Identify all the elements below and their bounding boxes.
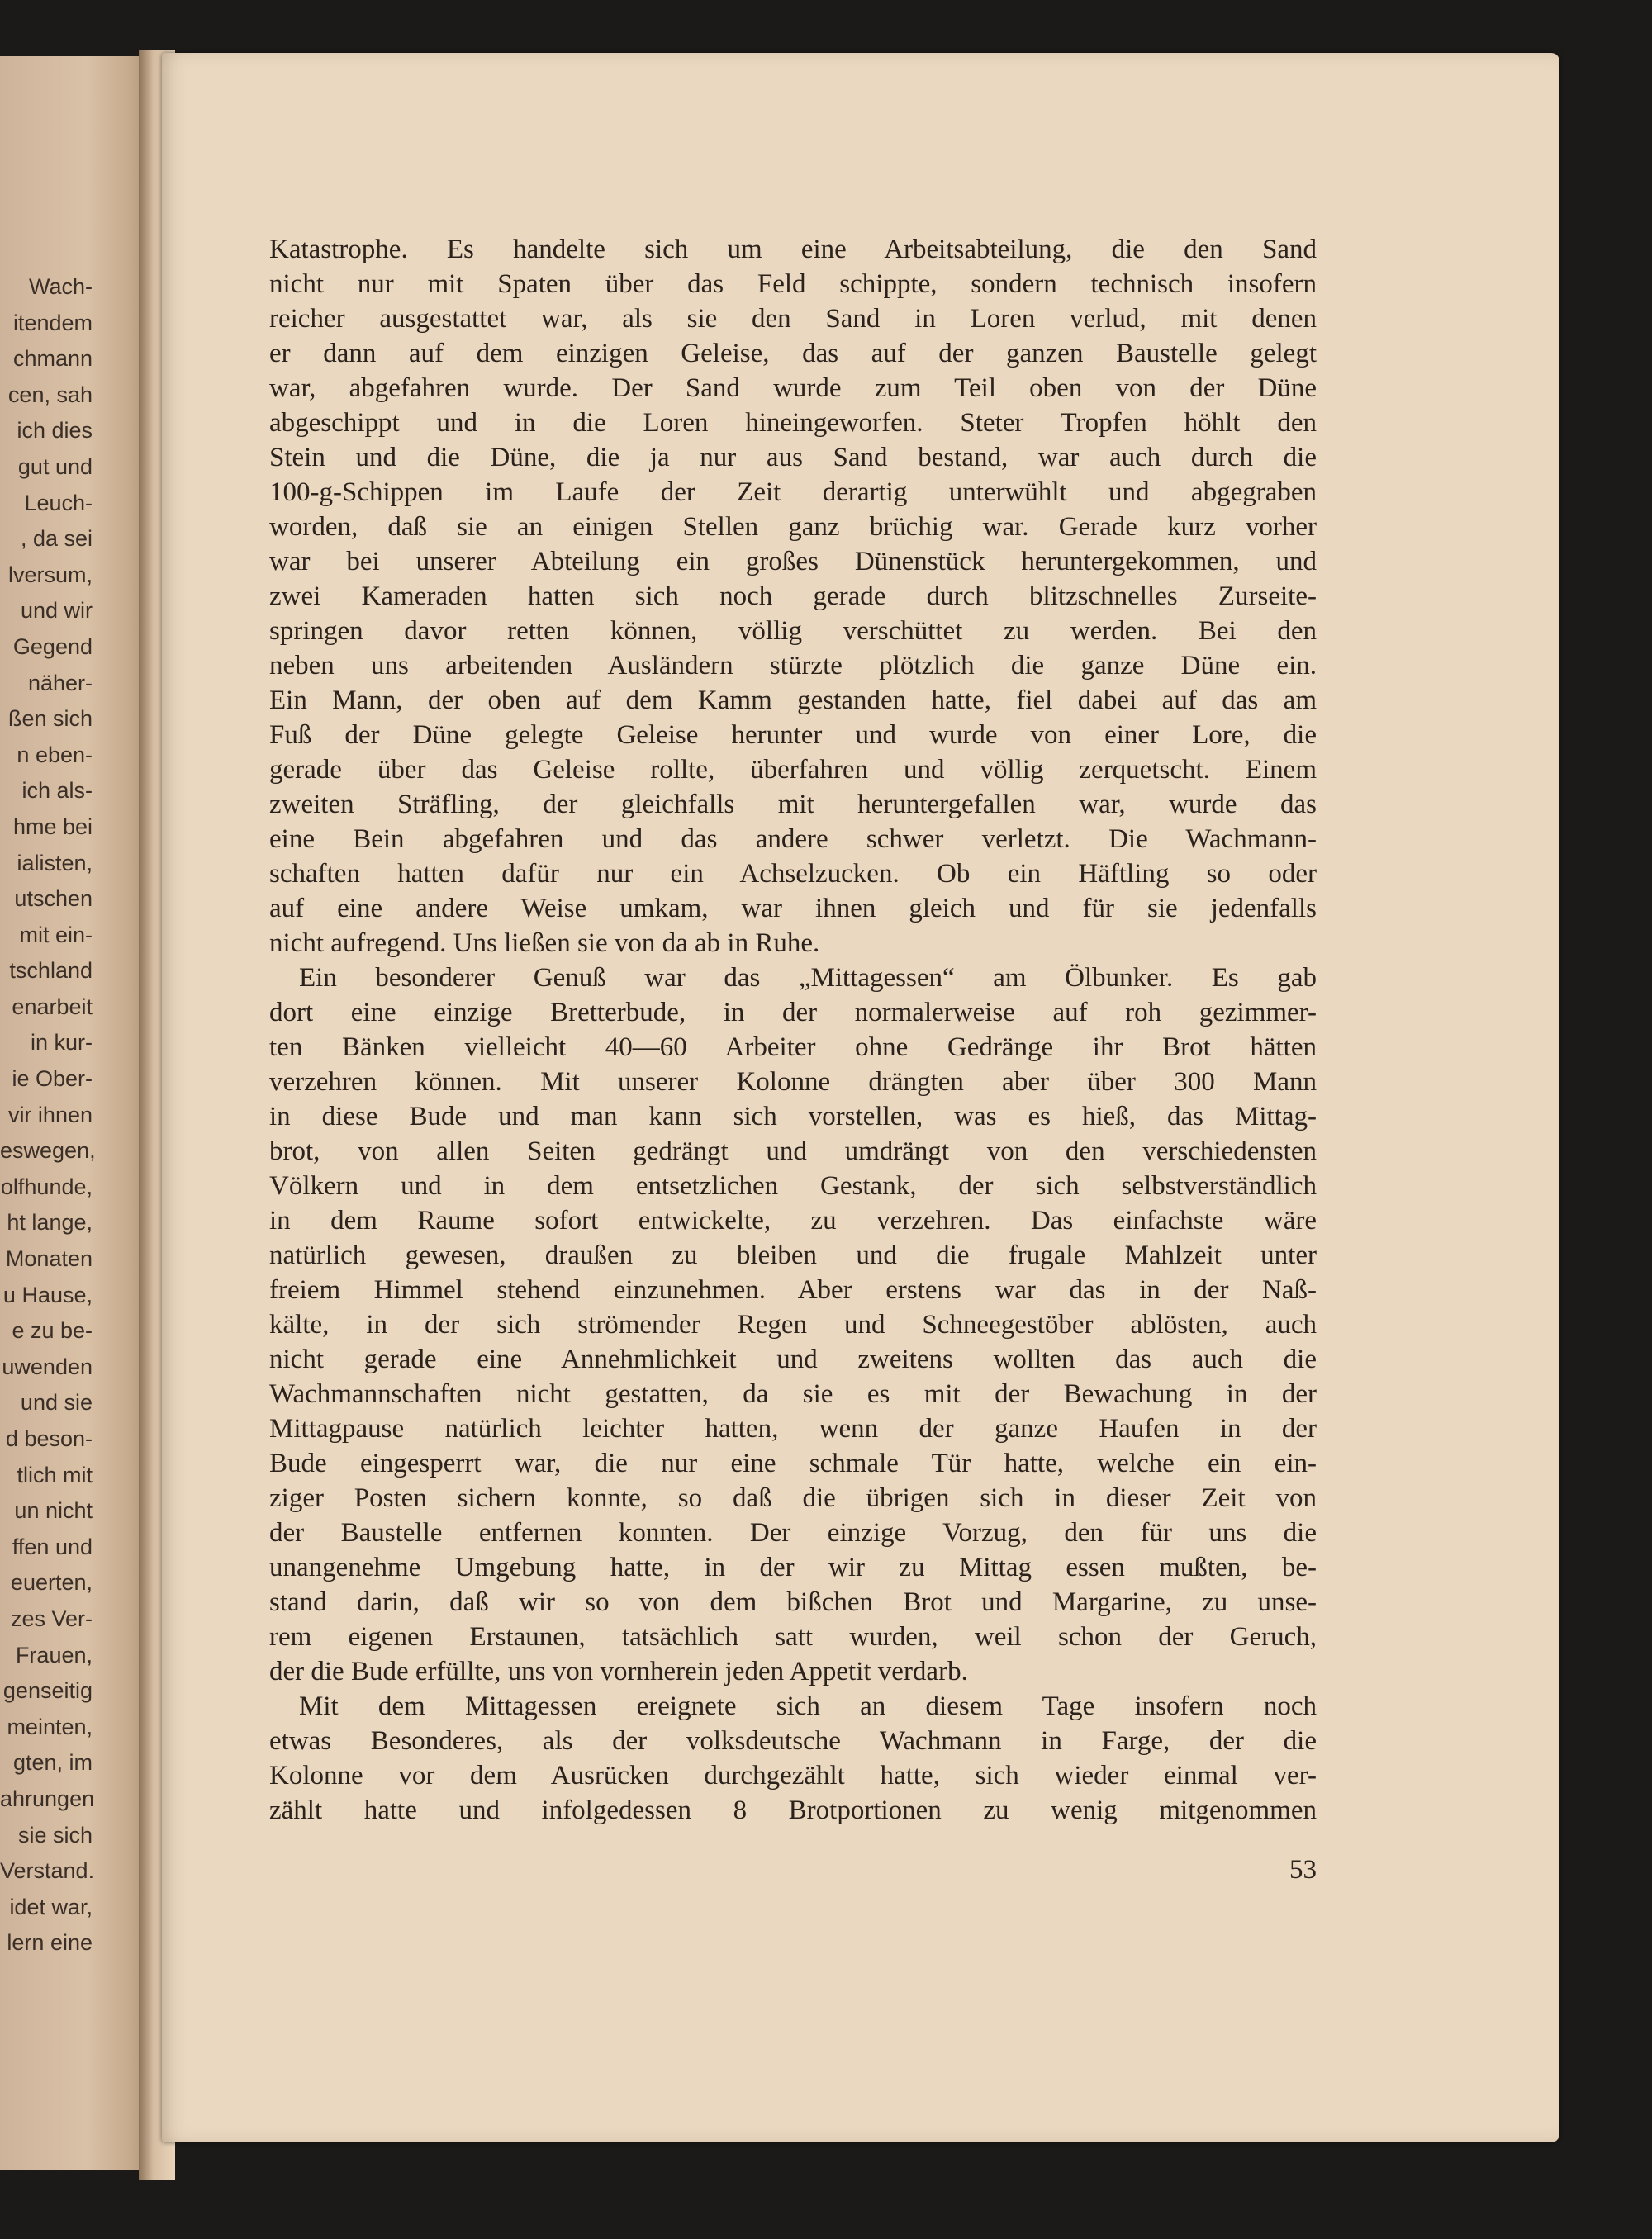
left-fragment: Wach- xyxy=(28,274,93,299)
text-line: auf eine andere Weise umkam, war ihnen gleich und für sie jedenfalls xyxy=(269,894,1317,923)
text-line: war bei unserer Abteilung ein großes Dünenstück heruntergekommen, und xyxy=(269,547,1317,576)
paragraph xyxy=(269,961,1317,1689)
left-fragment: eswegen, xyxy=(0,1138,96,1164)
text-line: Ein besonderer Genuß war das „Mittagessen“ am Ölbunker. Es gab xyxy=(299,963,1317,993)
paragraph xyxy=(269,1689,1317,1828)
text-line: nicht nur mit Spaten über das Feld schippte, sondern technisch insofern xyxy=(269,269,1317,299)
text-line: kälte, in der sich strömender Regen und Schneegestöber ablösten, auch xyxy=(269,1310,1317,1340)
text-line: dort eine einzige Bretterbude, in der normalerweise auf roh gezimmer- xyxy=(269,998,1317,1027)
text-line: nicht gerade eine Annehmlichkeit und zweitens wollten das auch die xyxy=(269,1345,1317,1374)
left-fragment: vir ihnen xyxy=(7,1102,93,1127)
left-fragment: olfhunde, xyxy=(0,1174,93,1199)
text-line: Stein und die Düne, die ja nur aus Sand bestand, war auch durch die xyxy=(269,443,1317,472)
text-line: etwas Besonderes, als der volksdeutsche Wachmann in Farge, der die xyxy=(269,1726,1317,1756)
text-line: unangenehme Umgebung hatte, in der wir zu Mittag essen mußten, be- xyxy=(269,1553,1317,1582)
left-fragment: ie Ober- xyxy=(12,1066,93,1092)
text-line: Wachmannschaften nicht gestatten, da sie es mit der Bewachung in der xyxy=(269,1379,1317,1409)
left-fragment: u Hause, xyxy=(2,1282,93,1307)
text-line: Mittagpause natürlich leichter hatten, wenn der ganze Haufen in der xyxy=(269,1414,1317,1444)
text-line: Völkern und in dem entsetzlichen Gestank, der sich selbstverständlich xyxy=(269,1171,1317,1201)
left-fragment: Frauen, xyxy=(15,1642,93,1667)
left-fragment: meinten, xyxy=(7,1714,93,1739)
left-fragment: ich als- xyxy=(21,778,93,804)
text-line: eine Bein abgefahren und das andere schwer verletzt. Die Wachmann- xyxy=(269,824,1317,854)
text-line: Bude eingesperrt war, die nur eine schmale Tür hatte, welche ein ein- xyxy=(269,1449,1317,1478)
left-fragment: enarbeit xyxy=(12,994,93,1019)
left-fragment: in kur- xyxy=(30,1030,93,1055)
left-fragment: n eben- xyxy=(17,742,93,767)
body-text xyxy=(269,232,1317,1828)
text-line: freiem Himmel stehend einzunehmen. Aber erstens war das in der Naß- xyxy=(269,1275,1317,1305)
left-fragment: un nicht xyxy=(14,1498,93,1524)
text-line: reicher ausgestattet war, als sie den Sand in Loren verlud, mit denen xyxy=(269,304,1317,334)
text-line: gerade über das Geleise rollte, überfahren und völlig zerquetscht. Einem xyxy=(269,755,1317,785)
text-line: zweiten Sträfling, der gleichfalls mit heruntergefallen war, wurde das xyxy=(269,790,1317,819)
left-fragment: itendem xyxy=(12,310,93,335)
left-fragment: gten, im xyxy=(12,1750,93,1776)
left-fragment: uwenden xyxy=(2,1354,93,1379)
text-line: in diese Bude und man kann sich vorstellen, was es hieß, das Mittag- xyxy=(269,1102,1317,1131)
left-fragment: ßen sich xyxy=(7,706,93,732)
text-line: ziger Posten sichern konnte, so daß die übrigen sich in dieser Zeit von xyxy=(269,1483,1317,1513)
left-fragment: lern eine xyxy=(7,1930,93,1956)
text-line: er dann auf dem einzigen Geleise, das auf der ganzen Baustelle gelegt xyxy=(269,339,1317,368)
left-fragment: sie sich xyxy=(17,1822,93,1848)
text-line: zählt hatte und infolgedessen 8 Brotportionen zu wenig mitgenommen xyxy=(269,1795,1317,1825)
left-page xyxy=(0,56,157,2170)
page-number: 53 xyxy=(1289,1855,1317,1885)
text-line: in dem Raume sofort entwickelte, zu verzehren. Das einfachste wäre xyxy=(269,1206,1317,1236)
left-fragment: Leuch- xyxy=(24,490,93,515)
text-line: rem eigenen Erstaunen, tatsächlich satt wurden, weil schon der Geruch, xyxy=(269,1622,1317,1652)
text-line: 100-g-Schippen im Laufe der Zeit derartig unterwühlt und abgegraben xyxy=(269,477,1317,507)
left-fragment: Monaten xyxy=(5,1246,93,1272)
left-fragment: näher- xyxy=(27,670,93,695)
left-fragment: hme bei xyxy=(12,814,93,839)
left-fragment: gut und xyxy=(17,453,93,479)
text-line: stand darin, daß wir so von dem bißchen Brot und Margarine, zu unse- xyxy=(269,1587,1317,1617)
text-line: Kolonne vor dem Ausrücken durchgezählt hatte, sich wieder einmal ver- xyxy=(269,1761,1317,1791)
text-line: Fuß der Düne gelegte Geleise herunter und wurde von einer Lore, die xyxy=(269,720,1317,750)
left-fragment: ffen und xyxy=(12,1534,93,1559)
left-fragment: und wir xyxy=(20,598,93,624)
text-line: ten Bänken vielleicht 40—60 Arbeiter ohne Gedränge ihr Brot hätten xyxy=(269,1032,1317,1062)
text-line: Katastrophe. Es handelte sich um eine Arbeitsabteilung, die den Sand xyxy=(269,235,1317,264)
text-line: Mit dem Mittagessen ereignete sich an diesem Tage insofern noch xyxy=(299,1691,1317,1721)
left-fragment: ialisten, xyxy=(17,850,93,875)
left-fragment: ahrungen xyxy=(0,1786,95,1811)
text-line: nicht aufregend. Uns ließen sie von da ab in Ruhe. xyxy=(269,928,820,958)
left-fragment: ht lange, xyxy=(7,1210,93,1236)
paragraph xyxy=(269,232,1317,961)
text-line: abgeschippt und in die Loren hineingeworfen. Steter Tropfen höhlt den xyxy=(269,408,1317,438)
left-fragment: zes Ver- xyxy=(10,1606,93,1631)
text-line: springen davor retten können, völlig verschüttet zu werden. Bei den xyxy=(269,616,1317,646)
text-line: natürlich gewesen, draußen zu bleiben und die frugale Mahlzeit unter xyxy=(269,1240,1317,1270)
text-line: neben uns arbeitenden Ausländern stürzte plötzlich die ganze Düne ein. xyxy=(269,651,1317,681)
text-line: brot, von allen Seiten gedrängt und umdrängt von den verschiedensten xyxy=(269,1136,1317,1166)
left-fragment: und sie xyxy=(20,1390,93,1416)
left-fragment: chmann xyxy=(12,346,93,372)
left-fragment: lversum, xyxy=(7,562,93,587)
left-fragment: tschland xyxy=(9,958,93,984)
text-line: schaften hatten dafür nur ein Achselzucken. Ob ein Häftling so oder xyxy=(269,859,1317,889)
left-fragment: , da sei xyxy=(20,526,93,552)
left-fragment: ich dies xyxy=(17,418,93,444)
left-fragment: idet war, xyxy=(9,1894,93,1919)
left-fragment: cen, sah xyxy=(7,382,93,407)
left-fragment: euerten, xyxy=(10,1570,93,1596)
left-fragment: Verstand. xyxy=(0,1858,95,1884)
text-line: der die Bude erfüllte, uns von vornherein jeden Appetit verdarb. xyxy=(269,1657,968,1686)
left-fragment: e zu be- xyxy=(12,1318,93,1344)
text-line: war, abgefahren wurde. Der Sand wurde zum Teil oben von der Düne xyxy=(269,373,1317,403)
text-line: zwei Kameraden hatten sich noch gerade durch blitzschnelles Zurseite- xyxy=(269,581,1317,611)
text-line: Ein Mann, der oben auf dem Kamm gestanden hatte, fiel dabei auf das am xyxy=(269,685,1317,715)
text-line: der Baustelle entfernen konnten. Der einzige Vorzug, den für uns die xyxy=(269,1518,1317,1548)
left-fragment: genseitig xyxy=(2,1678,93,1704)
left-fragment: d beson- xyxy=(5,1426,93,1451)
left-fragment: mit ein- xyxy=(19,922,93,947)
text-line: worden, daß sie an einigen Stellen ganz brüchig war. Gerade kurz vorher xyxy=(269,512,1317,542)
left-fragment: utschen xyxy=(14,886,93,912)
left-page-text-fragments xyxy=(0,269,96,1961)
left-fragment: tlich mit xyxy=(17,1462,93,1487)
left-fragment: Gegend xyxy=(12,633,93,659)
text-line: verzehren können. Mit unserer Kolonne drängten aber über 300 Mann xyxy=(269,1067,1317,1097)
